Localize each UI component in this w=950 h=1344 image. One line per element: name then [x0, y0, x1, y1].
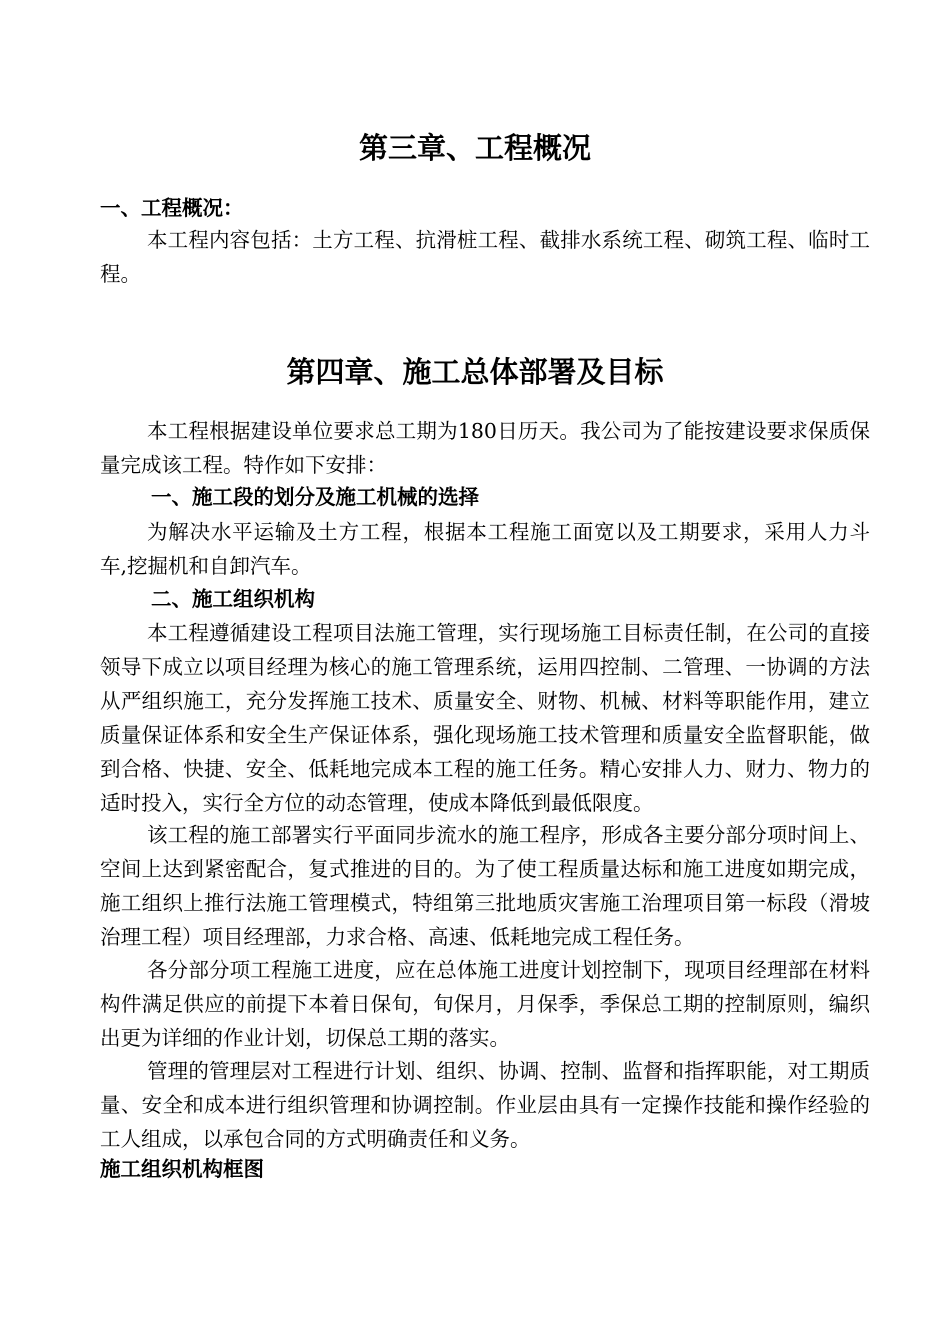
chapter-4-title: 第四章、施工总体部署及目标 — [286, 355, 664, 389]
deployment-paragraph: 该工程的施工部署实行平面同步流水的施工程序，形成各主要分部分项时间上、空间上达到紧密配合，复式推进的目的。为了使工程质量达标和施工进度如期完成，施工组织上推行法施工管理模式，特组第三批地质灾害施工治理项目第一标段（滑坡治理工程）项目经理部，力求合格、高速、低耗地完成工程任务。 — [100, 823, 870, 949]
figure-caption: 施工组织机构框图 — [100, 1157, 264, 1181]
chapter-4-section-2-heading: 二、施工组织机构 — [151, 587, 315, 611]
organization-paragraph: 本工程遵循建设工程项目法施工管理，实行现场施工目标责任制，在公司的直接领导下成立以项目经理为核心的施工管理系统，运用四控制、二管理、一协调的方法从严组织施工，充分发挥施工技术、质量安全、财物、机械、材料等职能作用，建立质量保证体系和安全生产保证体系，强化现场施工技术管理和质量安全监督职能，做到合格、快捷、安全、低耗地完成本工程的施工任务。精心安排人力、财力、物力的适时投入，实行全方位的动态管理，使成本降低到最低限度。 — [100, 621, 870, 815]
chapter-3-section-1-heading: 一、工程概况： — [100, 196, 244, 220]
chapter-4-section-1-heading: 一、施工段的划分及施工机械的选择 — [151, 485, 479, 509]
chapter-3-section-1-text: 本工程内容包括：土方工程、抗滑桩工程、截排水系统工程、砌筑工程、临时工程。 — [100, 228, 870, 286]
management-paragraph: 管理的管理层对工程进行计划、组织、协调、控制、监督和指挥职能，对工期质量、安全和成本进行组织管理和协调控制。作业层由具有一定操作技能和操作经验的工人组成，以承包合同的方式明确责任和义务。 — [100, 1059, 870, 1151]
chapter-4-intro: 本工程根据建设单位要求总工期为180日历天。我公司为了能按建设要求保质保量完成该工程。特作如下安排： — [100, 419, 870, 477]
chapter-4-section-1-text: 为解决水平运输及土方工程，根据本工程施工面宽以及工期要求，采用人力斗车,挖掘机和自卸汽车。 — [100, 520, 870, 578]
schedule-paragraph: 各分部分项工程施工进度，应在总体施工进度计划控制下，现项目经理部在材料构件满足供应的前提下本着日保旬，旬保月，月保季，季保总工期的控制原则，编织出更为详细的作业计划，切保总工期的落实。 — [100, 958, 870, 1050]
chapter-3-title: 第三章、工程概况 — [358, 131, 591, 165]
